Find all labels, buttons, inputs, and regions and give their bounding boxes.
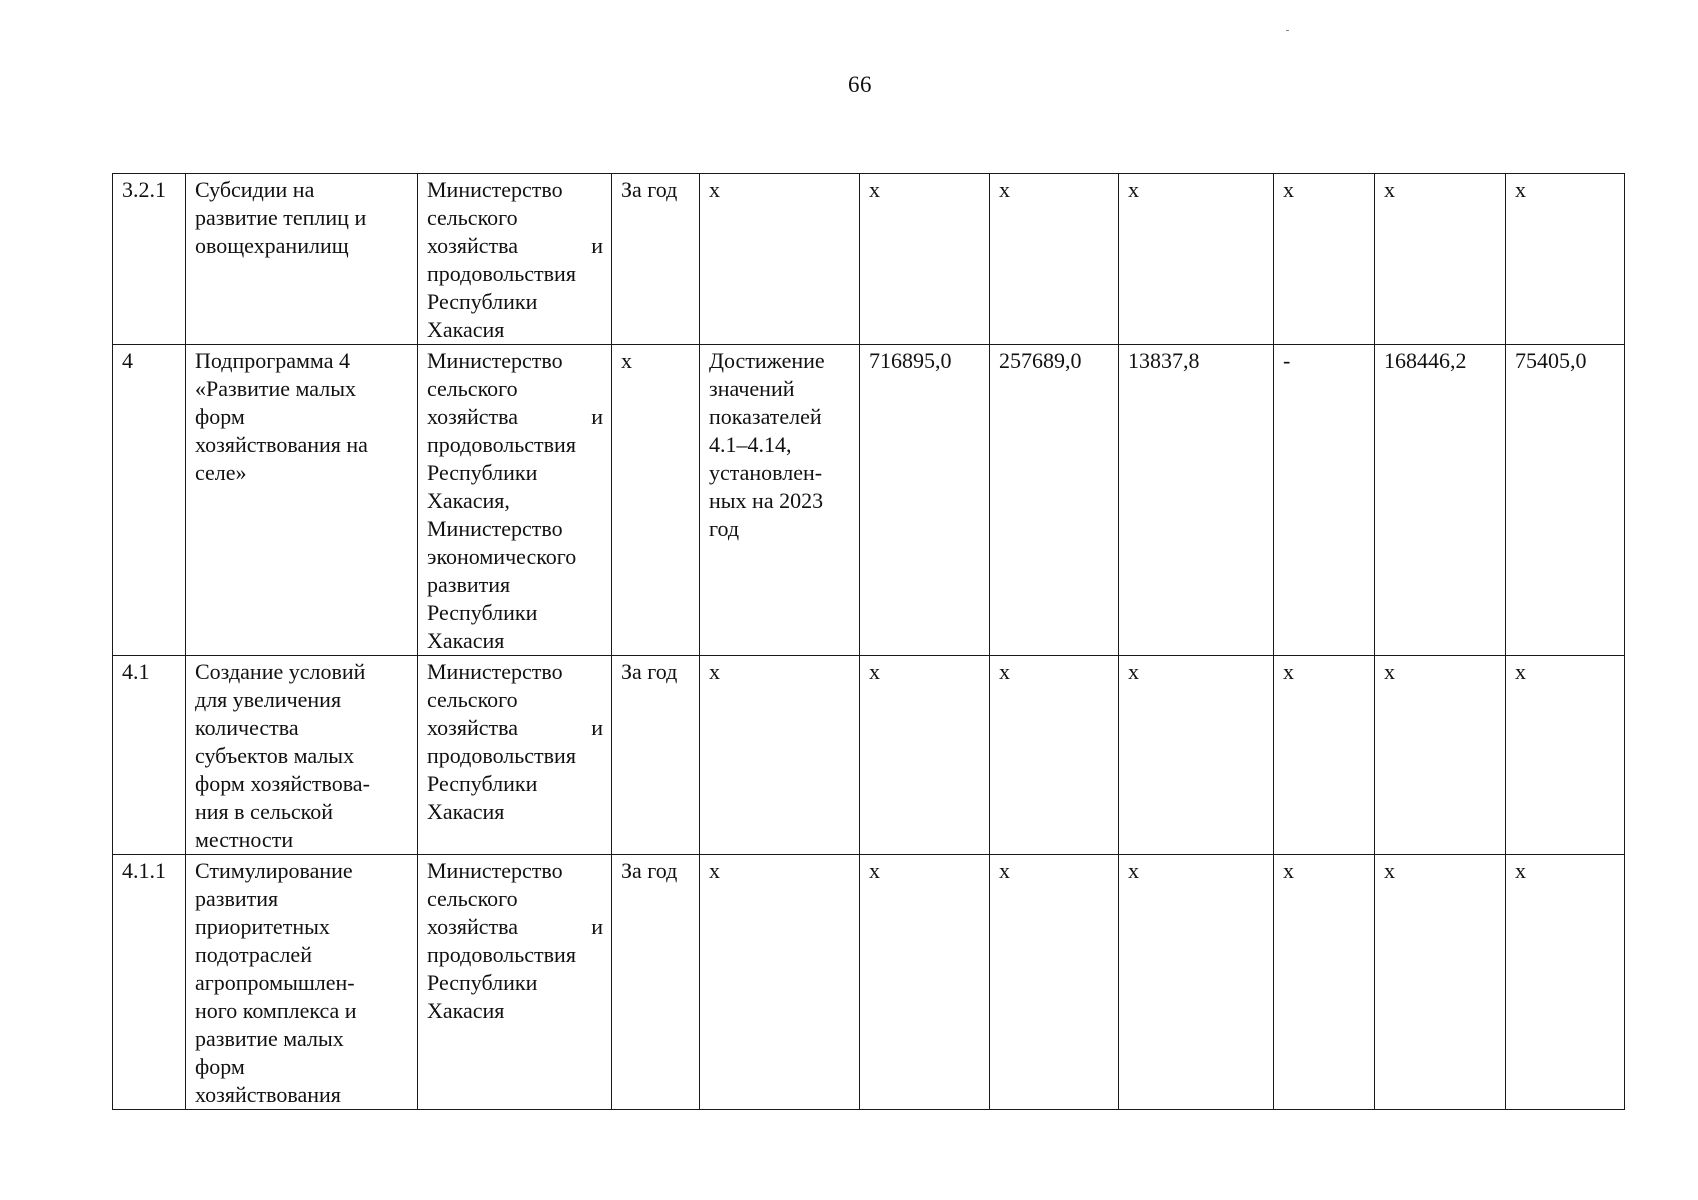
expected-result-cell bbox=[700, 174, 860, 345]
funding-value-cell-2: 257689,0 bbox=[990, 345, 1119, 656]
cell-line: Создание условий bbox=[195, 659, 366, 684]
funding-value-cell-4: х bbox=[1274, 174, 1375, 345]
cell-line: Хакасия, bbox=[427, 488, 510, 513]
funding-value-cell-4: - bbox=[1274, 345, 1375, 656]
table-row bbox=[113, 855, 1625, 1110]
item-name-cell bbox=[186, 855, 418, 1110]
cell-line: год bbox=[709, 516, 740, 541]
cell-line: Стимулирование bbox=[195, 858, 353, 883]
row-number-cell: 4.1 bbox=[113, 656, 186, 855]
cell-line: ного комплекса и bbox=[195, 998, 357, 1023]
cell-line: Хакасия bbox=[427, 998, 505, 1023]
executor-cell bbox=[418, 345, 612, 656]
table-row bbox=[113, 656, 1625, 855]
expected-result-cell bbox=[700, 855, 860, 1110]
item-name-cell bbox=[186, 345, 418, 656]
cell-line bbox=[427, 403, 603, 431]
cell-word: и bbox=[591, 715, 603, 740]
table-body bbox=[113, 174, 1625, 1110]
cell-line: продовольствия bbox=[427, 261, 576, 286]
cell-word: хозяйства bbox=[427, 914, 518, 939]
cell-line: Министерство bbox=[427, 348, 563, 373]
funding-value-cell-6: х bbox=[1506, 855, 1625, 1110]
program-table bbox=[112, 173, 1625, 1110]
funding-value-cell-5: х bbox=[1375, 656, 1506, 855]
expected-result-cell bbox=[700, 345, 860, 656]
funding-value-cell-3: х bbox=[1119, 855, 1274, 1110]
scan-artifact bbox=[1286, 30, 1289, 31]
executor-cell bbox=[418, 174, 612, 345]
funding-value-cell-3: х bbox=[1119, 656, 1274, 855]
cell-line: Республики bbox=[427, 460, 538, 485]
cell-line: продовольствия bbox=[427, 432, 576, 457]
cell-line: местности bbox=[195, 827, 294, 852]
cell-line: х bbox=[709, 858, 720, 883]
funding-value-cell-1: х bbox=[860, 174, 990, 345]
expected-result-cell bbox=[700, 656, 860, 855]
cell-line: агропромышлен- bbox=[195, 970, 355, 995]
period-cell: х bbox=[612, 345, 700, 656]
cell-line: форм bbox=[195, 404, 245, 429]
period-cell: За год bbox=[612, 174, 700, 345]
funding-value-cell-1: х bbox=[860, 656, 990, 855]
cell-line: сельского bbox=[427, 886, 518, 911]
cell-line: субъектов малых bbox=[195, 743, 355, 768]
cell-word: и bbox=[591, 233, 603, 258]
item-name-cell bbox=[186, 656, 418, 855]
cell-line: х bbox=[709, 659, 720, 684]
cell-word: хозяйства bbox=[427, 404, 518, 429]
cell-line: 4.1–4.14, bbox=[709, 432, 792, 457]
funding-value-cell-6: х bbox=[1506, 174, 1625, 345]
table-row bbox=[113, 174, 1625, 345]
period-cell: За год bbox=[612, 656, 700, 855]
cell-line: Хакасия bbox=[427, 799, 505, 824]
cell-line bbox=[427, 232, 603, 260]
period-cell: За год bbox=[612, 855, 700, 1110]
cell-line: развитие теплиц и bbox=[195, 205, 367, 230]
funding-value-cell-2: х bbox=[990, 855, 1119, 1110]
funding-value-cell-1: 716895,0 bbox=[860, 345, 990, 656]
row-number-cell: 4.1.1 bbox=[113, 855, 186, 1110]
cell-line: «Развитие малых bbox=[195, 376, 356, 401]
funding-value-cell-4: х bbox=[1274, 855, 1375, 1110]
row-number-cell: 4 bbox=[113, 345, 186, 656]
funding-value-cell-3: х bbox=[1119, 174, 1274, 345]
executor-cell bbox=[418, 656, 612, 855]
cell-word: и bbox=[591, 404, 603, 429]
page-number: 66 bbox=[848, 72, 872, 97]
cell-line: сельского bbox=[427, 376, 518, 401]
funding-value-cell-4: х bbox=[1274, 656, 1375, 855]
cell-line: Республики bbox=[427, 771, 538, 796]
row-number-cell: 3.2.1 bbox=[113, 174, 186, 345]
cell-line: овощехранилищ bbox=[195, 233, 349, 258]
cell-line: Республики bbox=[427, 600, 538, 625]
cell-line: подотраслей bbox=[195, 942, 312, 967]
cell-line: Хакасия bbox=[427, 317, 505, 342]
cell-line bbox=[427, 913, 603, 941]
cell-line: количества bbox=[195, 715, 299, 740]
item-name-cell bbox=[186, 174, 418, 345]
cell-line: Подпрограмма 4 bbox=[195, 348, 350, 373]
cell-line: форм хозяйствова- bbox=[195, 771, 370, 796]
cell-line: продовольствия bbox=[427, 743, 576, 768]
cell-line: Хакасия bbox=[427, 628, 505, 653]
cell-line: селе» bbox=[195, 460, 247, 485]
cell-line: хозяйствования на bbox=[195, 432, 368, 457]
cell-line: сельского bbox=[427, 205, 518, 230]
cell-word: хозяйства bbox=[427, 233, 518, 258]
cell-line: хозяйствования bbox=[195, 1082, 341, 1107]
funding-value-cell-6: 75405,0 bbox=[1506, 345, 1625, 656]
funding-value-cell-5: х bbox=[1375, 855, 1506, 1110]
cell-line: Министерство bbox=[427, 858, 563, 883]
funding-value-cell-2: х bbox=[990, 174, 1119, 345]
cell-line: Достижение bbox=[709, 348, 825, 373]
executor-cell bbox=[418, 855, 612, 1110]
cell-line bbox=[427, 714, 603, 742]
cell-line: значений bbox=[709, 376, 795, 401]
funding-value-cell-5: 168446,2 bbox=[1375, 345, 1506, 656]
funding-value-cell-2: х bbox=[990, 656, 1119, 855]
cell-word: и bbox=[591, 914, 603, 939]
cell-line: экономического bbox=[427, 544, 577, 569]
cell-line: установлен- bbox=[709, 460, 823, 485]
cell-line: ния в сельской bbox=[195, 799, 333, 824]
table-row bbox=[113, 345, 1625, 656]
cell-line: х bbox=[709, 177, 720, 202]
cell-line: форм bbox=[195, 1054, 245, 1079]
cell-line: Министерство bbox=[427, 177, 563, 202]
cell-line: для увеличения bbox=[195, 687, 342, 712]
cell-line: Министерство bbox=[427, 516, 563, 541]
cell-line: развития bbox=[427, 572, 511, 597]
cell-line: продовольствия bbox=[427, 942, 576, 967]
cell-line: ных на 2023 bbox=[709, 488, 824, 513]
funding-value-cell-5: х bbox=[1375, 174, 1506, 345]
cell-line: Министерство bbox=[427, 659, 563, 684]
cell-line: развитие малых bbox=[195, 1026, 344, 1051]
cell-line: Субсидии на bbox=[195, 177, 315, 202]
cell-line: сельского bbox=[427, 687, 518, 712]
funding-value-cell-1: х bbox=[860, 855, 990, 1110]
cell-line: показателей bbox=[709, 404, 822, 429]
funding-value-cell-6: х bbox=[1506, 656, 1625, 855]
cell-word: хозяйства bbox=[427, 715, 518, 740]
cell-line: Республики bbox=[427, 970, 538, 995]
cell-line: Республики bbox=[427, 289, 538, 314]
cell-line: приоритетных bbox=[195, 914, 330, 939]
funding-value-cell-3: 13837,8 bbox=[1119, 345, 1274, 656]
cell-line: развития bbox=[195, 886, 279, 911]
